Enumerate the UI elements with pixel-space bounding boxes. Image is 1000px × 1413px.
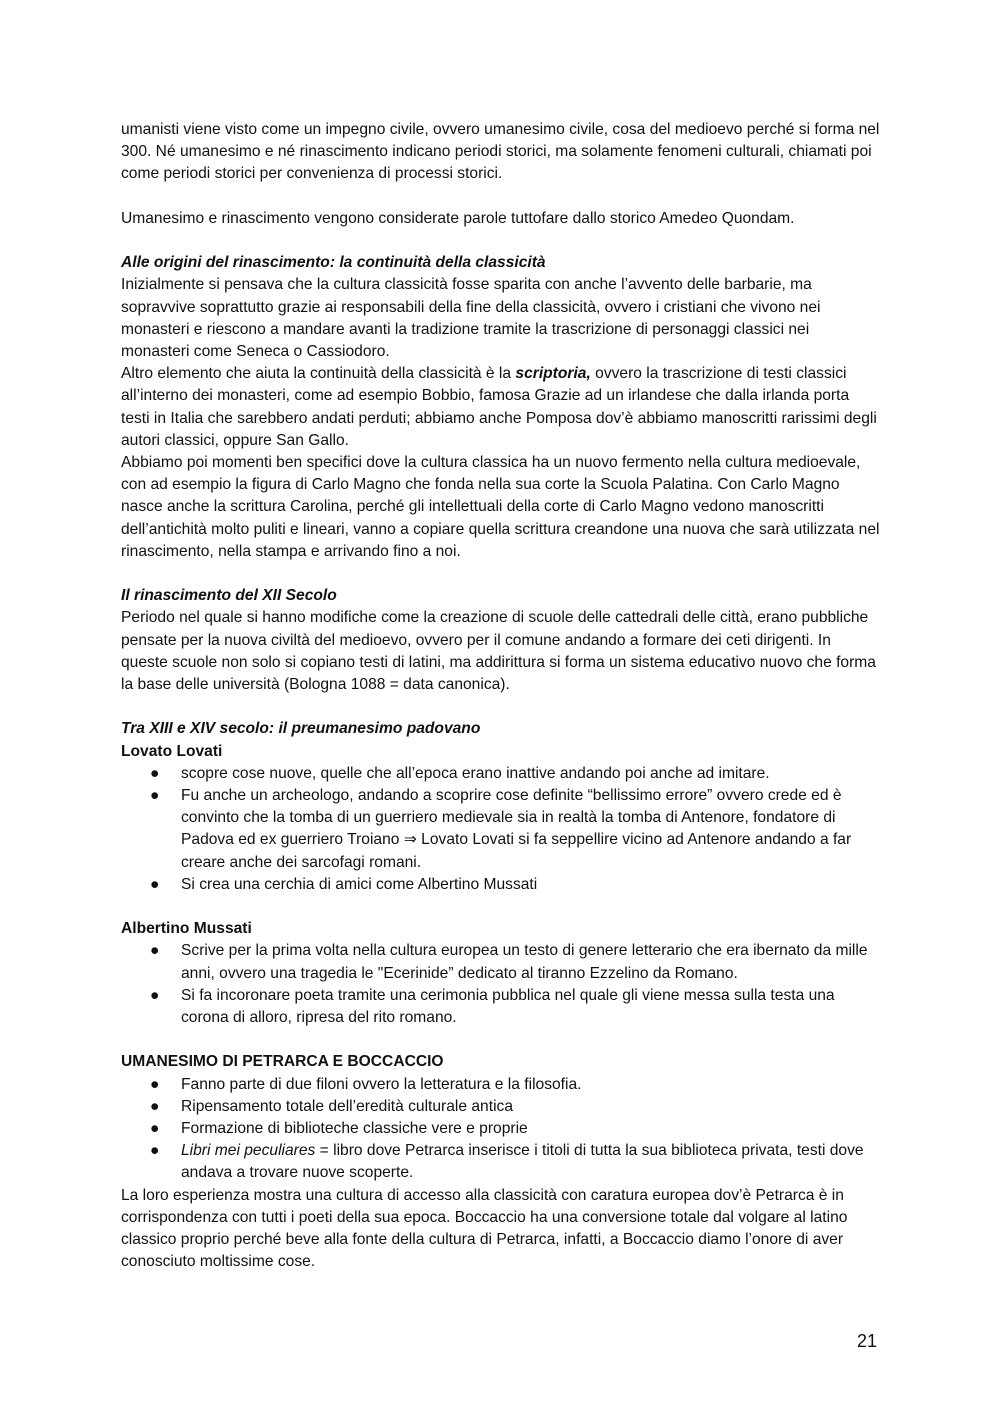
bullet-icon: ● (150, 942, 160, 960)
libri-mei-peculiares-text: Libri mei peculiares (181, 1142, 316, 1160)
intro-paragraph-2: Umanesimo e rinascimento vengono considerate parole tuttofare dallo storico Amedeo Quondam. (121, 209, 795, 227)
page-number: 21 (856, 1331, 877, 1351)
origini-p2-before: Altro elemento che aiuta la continuità della classicità è la (121, 365, 516, 383)
list-item (121, 1096, 881, 1118)
list-item-text: Si fa incoronare poeta tramite una cerimonia pubblica nel quale gli viene messa sulla testa una corona di alloro, ripresa del rito romano. (181, 986, 835, 1027)
mussati-heading: Albertino Mussati (121, 920, 252, 938)
list-item (121, 1140, 881, 1184)
bullet-icon: ● (150, 1120, 160, 1138)
list-item-text: Si crea una cerchia di amici come Albertino Mussati (181, 875, 538, 893)
list-item-text: scopre cose nuove, quelle che all’epoca erano inattive andando poi anche ad imitare. (181, 764, 770, 782)
list-item (121, 874, 881, 896)
scriptoria-keyword: scriptoria, (515, 365, 591, 383)
bullet-icon: ● (150, 986, 160, 1004)
lovato-list (121, 763, 881, 896)
bullet-icon: ● (150, 875, 160, 893)
list-item-text: Fu anche un archeologo, andando a scoprire cose definite “bellissimo errore” ovvero crede ed è convinto che la tomba di un guerriero medievale sia in realtà la tomba di Antenore, fondatore di Padova ed ex guerriero Troiano ⇒ Lovato Lovati si fa seppellire vicino ad Antenore andando a far creare anche dei sarcofagi romani. (181, 787, 852, 871)
section-title-preumanesimo: Tra XIII e XIV secolo: il preumanesimo padovano (121, 720, 481, 738)
lovato-heading: Lovato Lovati (121, 742, 223, 760)
list-item (121, 785, 881, 874)
list-item-text: Formazione di biblioteche classiche vere e proprie (181, 1120, 528, 1138)
document-page (121, 119, 881, 1273)
bullet-icon: ● (150, 1142, 160, 1160)
list-item (121, 985, 881, 1029)
bullet-icon: ● (150, 787, 160, 805)
list-item-text: Fanno parte di due filoni ovvero la letteratura e la filosofia. (181, 1075, 582, 1093)
mussati-list (121, 940, 881, 1029)
list-item (121, 940, 881, 984)
list-item (121, 763, 881, 785)
origini-paragraph-3: Abbiamo poi momenti ben specifici dove la cultura classica ha un nuovo fermento nella cultura medioevale, con ad esempio la figura di Carlo Magno che fonda nella sua corte la Scuola Palatina. Con Carlo Magno nasce anche la scrittura Carolina, perché gli intellettuali della corte di Carlo Magno vedono manoscritti dell’antichità molto puliti e lineari, vanno a copiare quella scrittura creandone una nuova che sarà utilizzata nel rinascimento, nella stampa e arrivando fino a noi. (121, 454, 880, 560)
bullet-icon: ● (150, 1075, 160, 1093)
list-item-text: Scrive per la prima volta nella cultura europea un testo di genere letterario che era ibernato da mille anni, ovvero una tragedia le "Ecerinide” dedicato al tiranno Ezzelino da Romano. (181, 942, 868, 982)
origini-p2-after: ovvero la trascrizione di testi classici all’interno dei monasteri, come ad esempio Bobbio, famosa Grazie ad un irlandese che dalla irlanda porta testi in Italia che sarebbero andati perduti; abbiamo anche Pomposa dov’è abbiamo manoscritti rarissimi degli autori classici, oppure San Gallo. (121, 365, 877, 449)
petrarca-list (121, 1074, 881, 1185)
list-item (121, 1118, 881, 1140)
bullet-icon: ● (150, 1097, 160, 1115)
intro-paragraph-1: umanisti viene visto come un impegno civile, ovvero umanesimo civile, cosa del medioevo perché si forma nel 300. Né umanesimo e né rinascimento indicano periodi storici, ma solamente fenomeni culturali, chiamati poi come periodi storici per convenienza di processi storici. (121, 121, 880, 183)
petrarca-paragraph: La loro esperienza mostra una cultura di accesso alla classicità con caratura europea dov’è Petrarca è in corrispondenza con tutti i poeti della sua epoca. Boccaccio ha una conversione totale dal volgare al latino classico proprio perché beve alla fonte della cultura di Petrarca, infatti, a Boccaccio diamo l’onore di aver conosciuto moltissime cose. (121, 1186, 848, 1271)
section-title-petrarca: UMANESIMO DI PETRARCA E BOCCACCIO (121, 1053, 444, 1071)
list-item-text: Ripensamento totale dell’eredità culturale antica (181, 1097, 513, 1115)
list-item-text: = libro dove Petrarca inserisce i titoli di tutta la sua biblioteca privata, testi dove andava a trovare nuove scoperte. (181, 1142, 864, 1182)
list-item (121, 1074, 881, 1096)
section-title-xii: Il rinascimento del XII Secolo (121, 587, 337, 605)
bullet-icon: ● (150, 764, 160, 782)
origini-paragraph-2 (121, 363, 881, 452)
xii-paragraph-1: Periodo nel quale si hanno modifiche come la creazione di scuole delle cattedrali delle città, erano pubbliche pensate per la nuova civiltà del medioevo, ovvero per il comune andando a formare dei ceti dirigenti. In queste scuole non solo si copiano testi di latini, ma addirittura si forma un sistema educativo nuovo che forma la base delle università (Bologna 1088 = data canonica). (121, 609, 876, 694)
section-title-origini: Alle origini del rinascimento: la continuità della classicità (121, 254, 546, 272)
origini-paragraph-1: Inizialmente si pensava che la cultura classicità fosse sparita con anche l’avvento delle barbarie, ma sopravvive soprattutto grazie ai responsabili della fine della classicità, ovvero i cristiani che vivono nei monasteri e riescono a mandare avanti la tradizione tramite la trascrizione di personaggi classici nei monasteri come Seneca o Cassiodoro. (121, 276, 821, 360)
